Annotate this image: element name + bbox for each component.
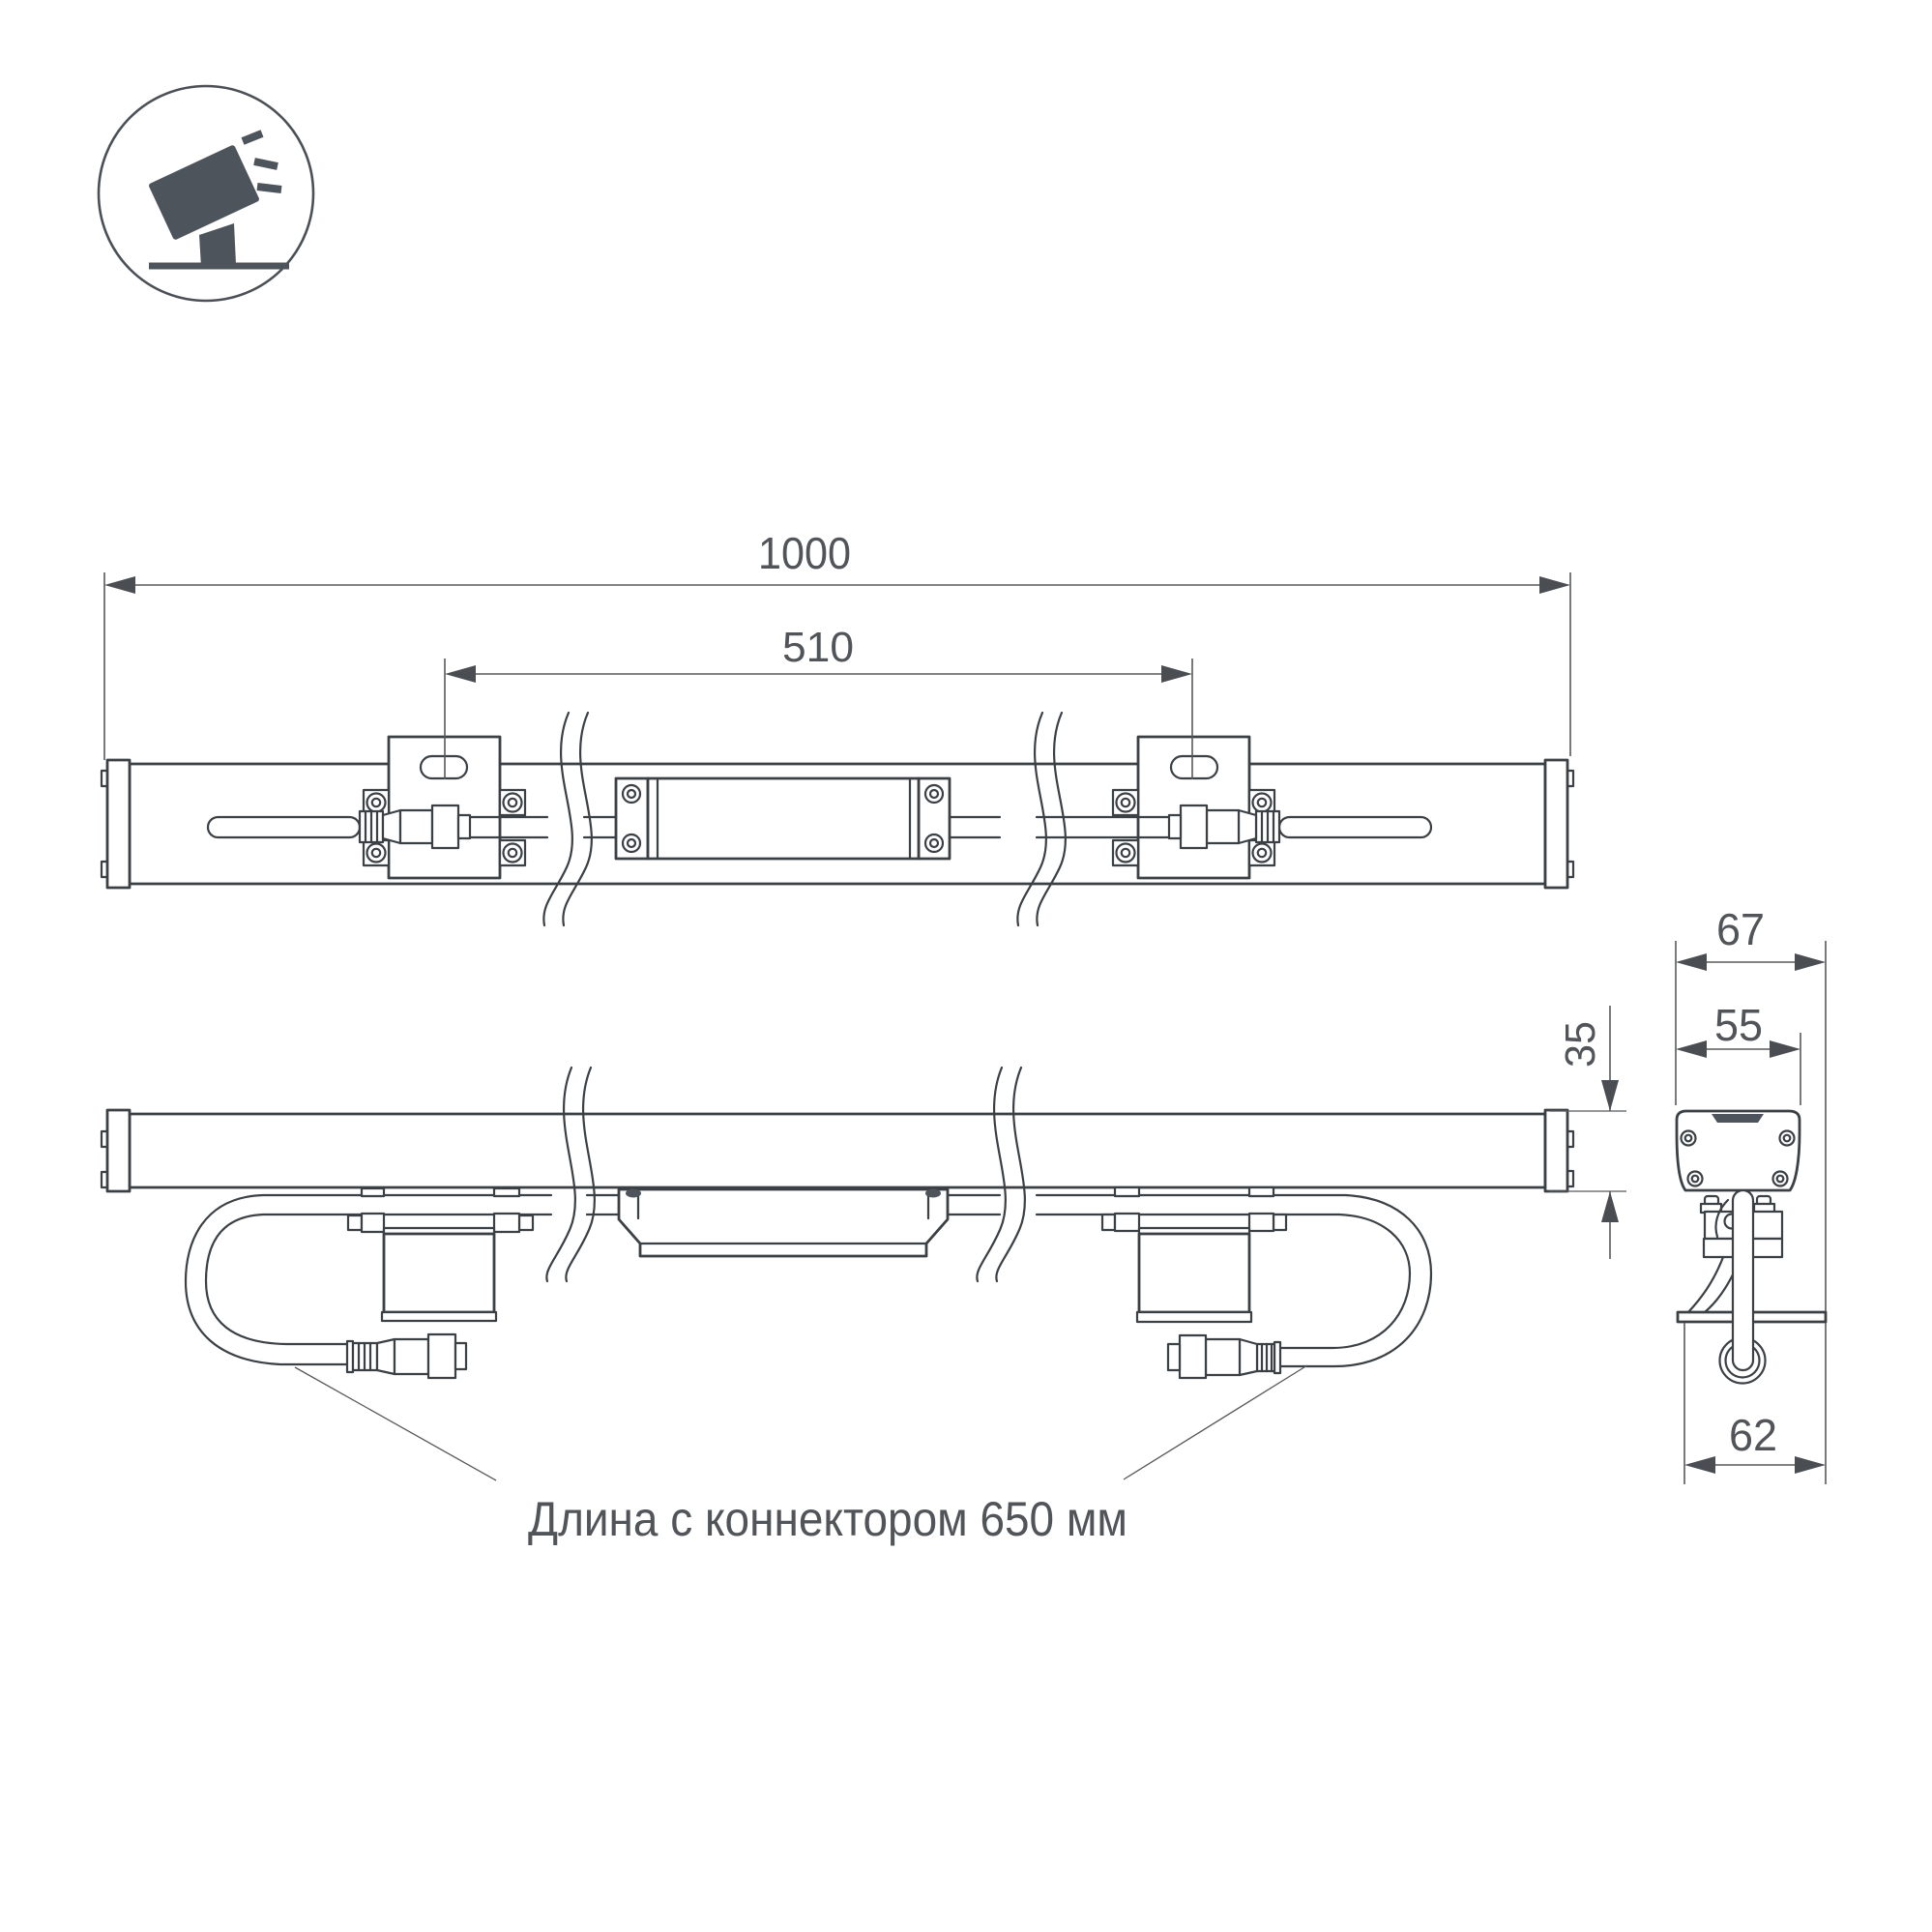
luminaire-bar-front xyxy=(130,1114,1545,1187)
right-connector-body xyxy=(1207,810,1239,843)
dim-label-35: 35 xyxy=(1557,1020,1604,1068)
driver-box-front xyxy=(619,1189,948,1257)
left-leader-line xyxy=(295,1367,496,1480)
right-bracket-slot xyxy=(1171,756,1217,778)
dim-label-1000: 1000 xyxy=(758,528,851,578)
left-end-cap xyxy=(107,760,130,888)
left-connector-taper xyxy=(383,810,400,843)
profile-end-face xyxy=(1677,1111,1800,1190)
end-view xyxy=(1676,904,1826,1484)
down-cable xyxy=(1733,1190,1753,1370)
dim-label-510: 510 xyxy=(782,624,854,671)
driver-screw-front xyxy=(925,1189,941,1198)
left-connector-front xyxy=(347,1334,466,1378)
right-end-cap-front xyxy=(1545,1110,1567,1191)
right-bracket-block xyxy=(1139,1234,1249,1312)
connector-length-caption: Длина с коннектором 650 мм xyxy=(528,1492,1127,1546)
right-connector-nut xyxy=(1181,805,1207,848)
right-end-cap xyxy=(1545,760,1567,888)
left-bracket-block xyxy=(384,1234,494,1312)
right-connector-tip xyxy=(1169,815,1181,838)
right-cable-loop-inner xyxy=(1279,1215,1410,1348)
left-connector-nut xyxy=(432,805,458,848)
left-connector-tip-front xyxy=(455,1343,466,1369)
front-view xyxy=(102,1006,1626,1546)
top-view xyxy=(102,528,1573,925)
left-connector-body-front xyxy=(395,1339,428,1374)
floodlight-projector-icon xyxy=(99,86,313,301)
dimension-510 xyxy=(445,624,1192,779)
driver-body xyxy=(648,778,919,859)
left-connector-body xyxy=(400,810,432,843)
right-connector-nut-front xyxy=(1180,1335,1206,1378)
right-connector-body-front xyxy=(1206,1339,1240,1375)
right-connector-tip-front xyxy=(1168,1344,1180,1370)
dim-label-62: 62 xyxy=(1729,1410,1777,1460)
driver-screw-front xyxy=(626,1189,641,1198)
pivot-bracket xyxy=(1678,1190,1826,1384)
left-connector-tip xyxy=(458,815,470,838)
right-pin-rod xyxy=(1279,817,1431,837)
left-pin-rod xyxy=(208,817,360,837)
right-connector-taper xyxy=(1239,810,1256,843)
left-cable-loop-inner xyxy=(206,1215,348,1344)
left-connector-nut-front xyxy=(428,1334,455,1378)
left-bracket-front xyxy=(348,1188,533,1321)
dimension-55 xyxy=(1676,1000,1800,1105)
right-connector-front xyxy=(1168,1335,1280,1378)
left-end-cap-front xyxy=(107,1110,130,1191)
left-cable-loop-outer xyxy=(186,1195,348,1364)
lens-slot xyxy=(1712,1114,1764,1123)
dim-label-67: 67 xyxy=(1716,904,1765,954)
dim-label-55: 55 xyxy=(1714,1000,1763,1050)
right-cable-loop-outer xyxy=(1279,1195,1431,1366)
right-bracket-front xyxy=(1102,1187,1286,1322)
left-bracket-slot xyxy=(421,756,467,778)
right-leader-line xyxy=(1124,1365,1307,1479)
driver-box-top xyxy=(616,778,950,859)
